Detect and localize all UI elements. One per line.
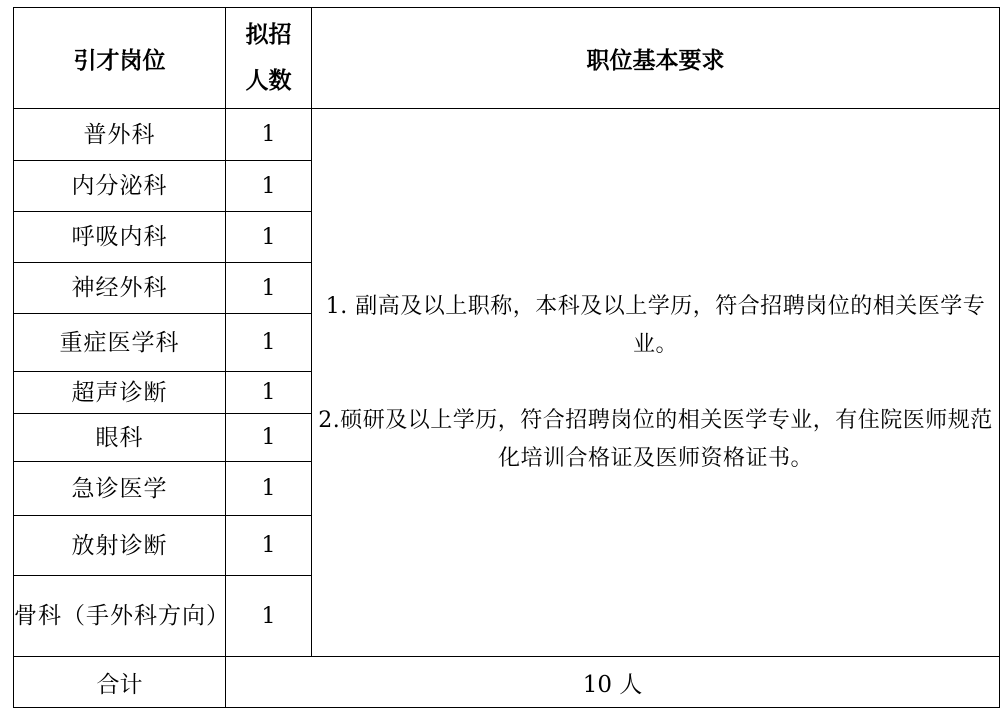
count-cell: 1 [226,314,312,372]
header-count-line1: 拟招 [245,22,292,48]
post-cell: 呼吸内科 [14,212,226,263]
post-cell: 超声诊断 [14,372,226,414]
table-row [14,109,1000,161]
post-cell: 神经外科 [14,263,226,314]
header-count [226,8,312,109]
post-cell: 眼科 [14,414,226,462]
count-cell: 1 [226,263,312,314]
count-cell: 1 [226,161,312,212]
post-cell: 放射诊断 [14,516,226,576]
count-cell: 1 [226,414,312,462]
count-cell: 1 [226,212,312,263]
header-requirements: 职位基本要求 [312,8,1000,109]
total-value: 10 人 [226,657,1000,708]
count-cell: 1 [226,576,312,657]
total-label: 合计 [14,657,226,708]
count-cell: 1 [226,462,312,516]
header-row [14,8,1000,109]
header-post: 引才岗位 [14,8,226,109]
total-row [14,657,1000,708]
count-cell: 1 [226,109,312,161]
requirement-item-2: 2.硕研及以上学历，符合招聘岗位的相关医学专业，有住院医师规范化培训合格证及医师资格证书。 [318,407,993,471]
post-cell: 骨科（手外科方向） [14,576,226,657]
requirements-cell [312,109,1000,657]
post-cell: 急诊医学 [14,462,226,516]
post-cell: 内分泌科 [14,161,226,212]
requirement-item-1: 1. 副高及以上职称，本科及以上学历，符合招聘岗位的相关医学专业。 [325,293,986,357]
post-cell: 普外科 [14,109,226,161]
count-cell: 1 [226,516,312,576]
count-cell: 1 [226,372,312,414]
header-count-line2: 人数 [245,68,292,94]
post-cell: 重症医学科 [14,314,226,372]
recruitment-table [13,7,1000,708]
